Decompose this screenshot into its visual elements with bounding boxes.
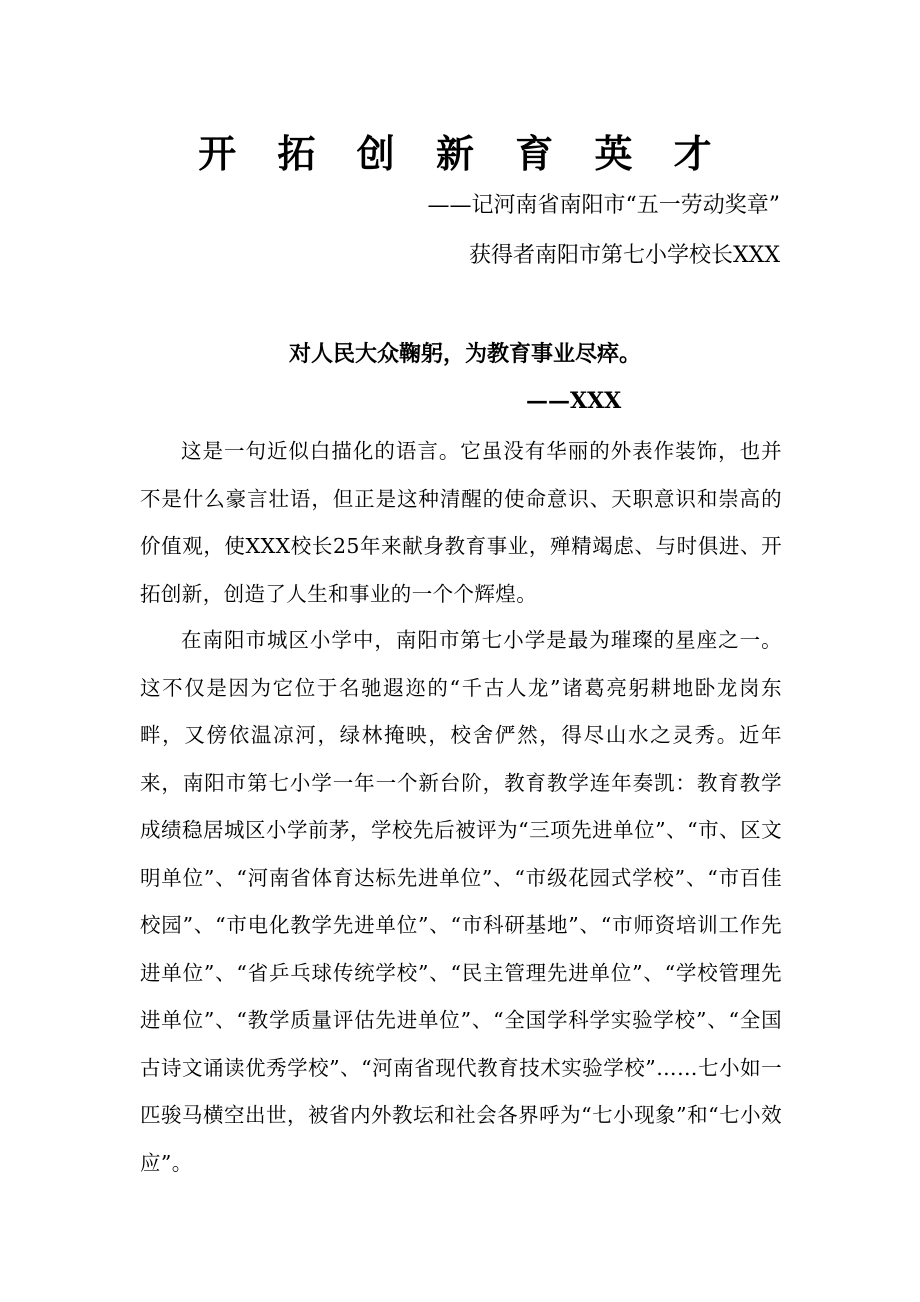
article-subtitle-line-1: ——记河南省南阳市“五一劳动奖章” — [427, 193, 780, 218]
motto-quote: 对人民大众鞠躬，为教育事业尽瘁。 — [288, 341, 641, 367]
article-subtitle-line-2: 获得者南阳市第七小学校长XXX — [469, 243, 780, 268]
motto-author: ——XXX — [526, 388, 622, 414]
article-title: 开 拓 创 新 育 英 才 — [198, 131, 726, 176]
body-paragraph: 在南阳市城区小学中，南阳市第七小学是最为璀璨的星座之一。这不仅是因为它位于名驰遐迩的“千古人龙”诸葛亮躬耕地卧龙岗东畔，又傍依温凉河，绿林掩映，校舍俨然，得尽山水之灵秀。近年来，南阳市第七小学一年一个新台阶，教育教学连年奏凯：教育教学成绩稳居城区小学前茅，学校先后被评为“三项先进单位”、“市、区文明单位”、“河南省体育达标先进单位”、“市级花园式学校”、“市百佳校园”、“市电化教学先进单位”、“市科研基地”、“市师资培训工作先进单位”、“省乒乓球传统学校”、“民主管理先进单位”、“学校管理先进单位”、“教学质量评估先进单位”、“全国学科学实验学校”、“全国古诗文诵读优秀学校”、“河南省现代教育技术实验学校”……七小如一匹骏马横空出世，被省内外教坛和社会各界呼为“七小现象”和“七小效应”。 — [140, 628, 782, 1175]
body-paragraph: 这是一句近似白描化的语言。它虽没有华丽的外表作装饰，也并不是什么豪言壮语，但正是这种清醒的使命意识、天职意识和崇高的价值观，使XXX校长25年来献身教育事业，殚精竭虑、与时俱进、开拓创新，创造了人生和事业的一个个辉煌。 — [140, 439, 782, 606]
body-paragraph-2-container — [140, 617, 782, 1187]
body-paragraph-1-container — [140, 428, 782, 618]
